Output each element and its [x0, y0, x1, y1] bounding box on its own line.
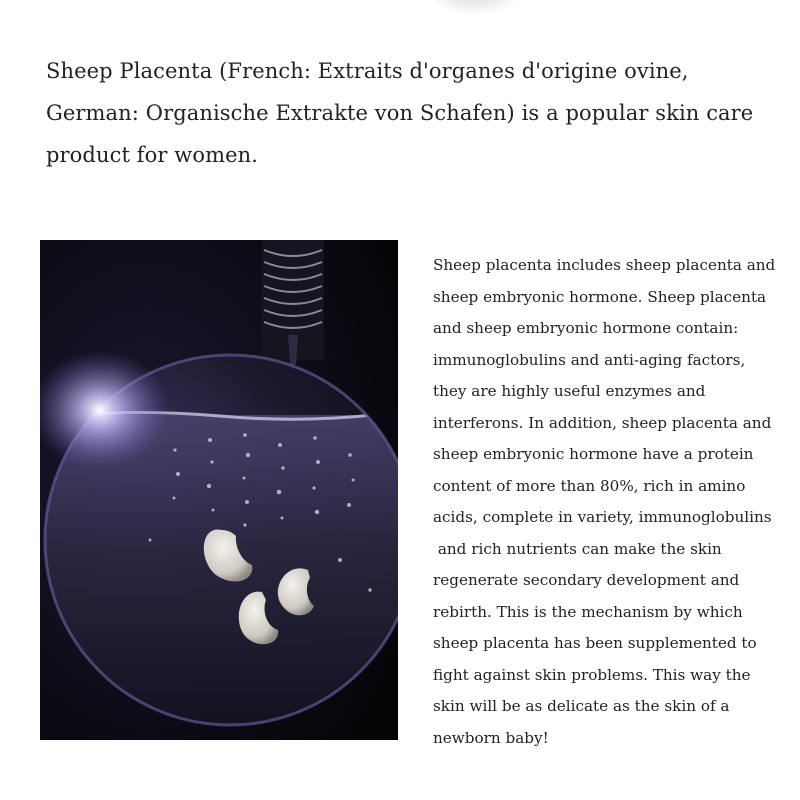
body-line: sheep placenta has been supplemented to	[433, 634, 757, 652]
body-line: sheep embryonic hormone. Sheep placenta	[433, 287, 767, 306]
body-line: Sheep placenta includes sheep placenta and	[433, 256, 776, 274]
body-line: newborn baby!	[433, 728, 549, 747]
intro-paragraph	[46, 50, 766, 176]
intro-line: product for women.	[46, 143, 259, 167]
body-line: and rich nutrients can make the skin	[433, 539, 722, 558]
flask-illustration	[40, 240, 398, 740]
body-line: sheep embryonic hormone have a protein	[433, 445, 754, 463]
body-line: rebirth. This is the mechanism by which	[433, 602, 743, 621]
body-line: immunoglobulins and anti-aging factors,	[433, 350, 746, 369]
body-line: content of more than 80%, rich in amino	[433, 476, 746, 495]
product-photo	[40, 240, 398, 740]
body-line: interferons. In addition, sheep placenta and	[433, 413, 772, 432]
body-line: skin will be as delicate as the skin of a	[433, 697, 730, 715]
body-line: regenerate secondary development and	[433, 571, 740, 589]
body-line: fight against skin problems. This way the	[433, 665, 751, 684]
top-glare-decoration	[430, 0, 520, 14]
intro-line: German: Organische Extrakte von Schafen) is a popular skin care	[46, 101, 754, 125]
body-line: they are highly useful enzymes and	[433, 382, 706, 400]
body-line: and sheep embryonic hormone contain:	[433, 319, 739, 337]
intro-line: Sheep Placenta (French: Extraits d'organes d'origine ovine,	[46, 59, 689, 83]
body-line: acids, complete in variety, immunoglobulins	[433, 508, 772, 526]
body-paragraph	[433, 250, 793, 754]
